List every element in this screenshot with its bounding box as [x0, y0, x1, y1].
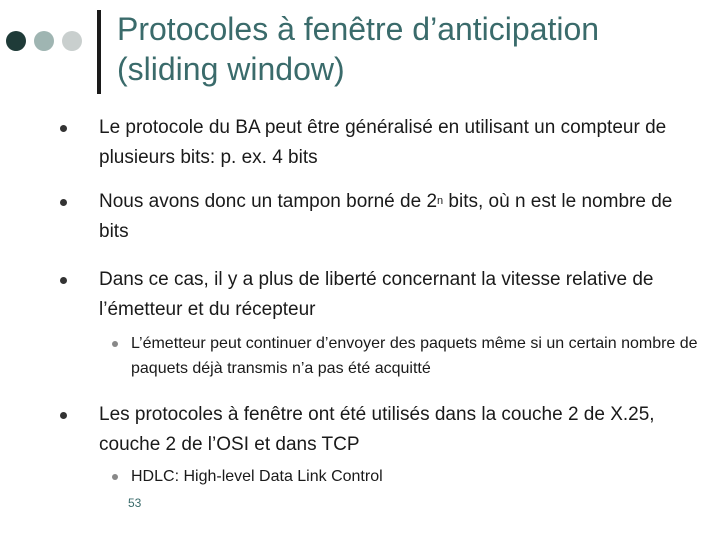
- sub-bullet-icon: [112, 341, 118, 347]
- page-number: 53: [128, 496, 142, 510]
- bullet-text: Les protocoles à fenêtre ont été utilisés dans la couche 2 de X.25, couche 2 de l’OSI et dans TCP: [99, 404, 655, 455]
- light-dot-icon: [62, 31, 82, 51]
- bullet-icon: [60, 125, 67, 132]
- superscript-n: n: [437, 195, 444, 207]
- title-divider: [97, 10, 101, 94]
- bullet-text: Le protocole du BA peut être généralisé en utilisant un compteur de plusieurs bits: p. ex. 4 bits: [99, 117, 667, 168]
- bullet-item: [60, 187, 700, 247]
- sub-bullet-item: [60, 331, 700, 381]
- decorative-dots: [6, 31, 86, 51]
- bullet-icon: [60, 277, 67, 284]
- sub-bullet-text: HDLC: High-level Data Link Control: [131, 468, 383, 485]
- sub-bullet-text: L’émetteur peut continuer d’envoyer des paquets même si un certain nombre de paquets déjà transmis n’a pas été acquitté: [131, 335, 698, 377]
- bullet-item: [60, 265, 700, 325]
- bullet-item: [60, 113, 700, 173]
- sub-bullet-icon: [112, 474, 118, 480]
- bullet-icon: [60, 199, 67, 206]
- bullet-icon: [60, 412, 67, 419]
- sub-bullet-item: [60, 464, 700, 489]
- dark-dot-icon: [6, 31, 26, 51]
- bullet-item: [60, 400, 700, 460]
- slide-content: [60, 113, 700, 489]
- bullet-text: Nous avons donc un tampon borné de 2$^n$ bits, où n est le nombre de bits: [99, 191, 673, 242]
- mid-dot-icon: [34, 31, 54, 51]
- bullet-text: Dans ce cas, il y a plus de liberté concernant la vitesse relative de l’émetteur et du récepteur: [99, 269, 654, 320]
- slide-title: Protocoles à fenêtre d’anticipation (sliding window): [117, 11, 600, 87]
